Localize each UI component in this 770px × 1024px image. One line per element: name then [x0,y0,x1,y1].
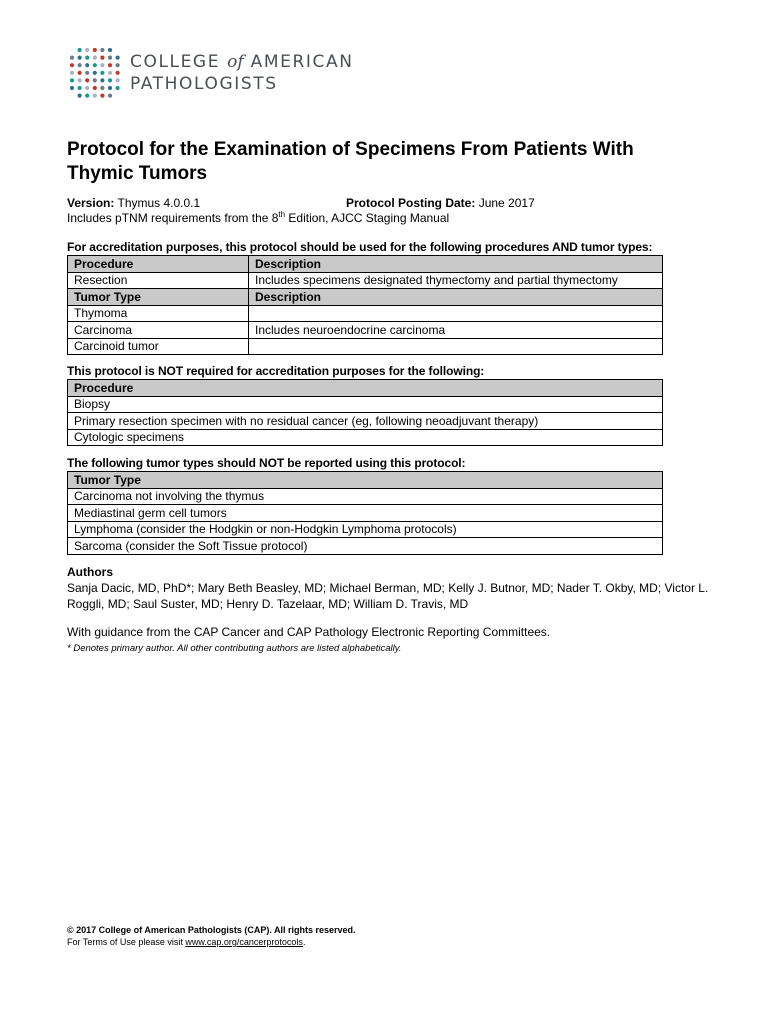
tumor-type-cell: Carcinoma not involving the thymus [68,488,663,505]
cap-logo-dots-icon [66,44,124,102]
logo-dot [70,56,74,60]
logo-dot [78,94,82,98]
logo-american: AMERICAN [250,52,354,72]
terms-prefix: For Terms of Use please visit [67,937,186,947]
accreditation-heading: For accreditation purposes, this protocol should be used for the following procedures AND tumor types: [67,240,653,254]
table-row [68,429,663,446]
logo-dot [100,86,104,90]
accreditation-table [67,255,663,355]
tumor-row [68,322,663,339]
authors-label: Authors [67,565,113,579]
table-row [68,521,663,538]
logo-college: COLLEGE [130,52,221,72]
logo-dot [93,48,97,52]
logo-dot [85,71,89,75]
logo-dot [108,86,112,90]
procedure-header-cell: Procedure [68,256,249,273]
logo-dot [78,86,82,90]
terms-link[interactable]: www.cap.org/cancerprotocols [185,937,303,947]
not-required-table [67,379,663,446]
logo-dot [85,86,89,90]
procedure-header-row [68,256,663,273]
logo-dot [116,63,120,67]
tumor-row [68,305,663,322]
authors-list: Sanja Dacic, MD, PhD*; Mary Beth Beasley, MD; Michael Berman, MD; Kelly J. Butnor, MD; Nader T. Okby, MD; Victor L. Roggli, MD; Saul Suster, MD; Henry D. Tazelaar, MD; William D. Travis, MD [67,581,709,611]
procedure-cell: Primary resection specimen with no residual cancer (eg, following neoadjuvant therapy) [68,413,663,430]
logo-dot [93,63,97,67]
description-cell [249,338,663,355]
logo-dot [116,56,120,60]
not-reported-heading: The following tumor types should NOT be reported using this protocol: [67,456,466,470]
logo-dot [85,63,89,67]
logo-dot [93,94,97,98]
includes-text-after: Edition, AJCC Staging Manual [285,211,450,225]
description-cell [249,305,663,322]
copyright: © 2017 College of American Pathologists (CAP). All rights reserved. [67,925,356,935]
logo-dot [116,71,120,75]
description-header-cell: Description [249,256,663,273]
table-row [68,505,663,522]
logo-line-2: PATHOLOGISTS [130,74,278,94]
logo-dot [70,63,74,67]
tumor-type-cell: Mediastinal germ cell tumors [68,505,663,522]
procedure-header-row [68,380,663,397]
logo-dot [70,86,74,90]
logo-dot [78,48,82,52]
logo-dot [93,86,97,90]
includes-text: Includes pTNM requirements from the 8 [67,211,279,225]
logo-dot [78,71,82,75]
authors-block [67,564,717,612]
posting-label: Protocol Posting Date: [346,196,476,210]
logo-dot [108,94,112,98]
description-cell: Includes specimens designated thymectomy and partial thymectomy [249,272,663,289]
logo-dot [116,78,120,82]
table-row [68,396,663,413]
logo-dot [100,48,104,52]
procedure-cell: Cytologic specimens [68,429,663,446]
logo-dot [100,78,104,82]
includes-row [67,211,449,226]
protocol-meta [67,196,535,226]
table-row [68,488,663,505]
logo-dot [100,71,104,75]
logo-dot [85,56,89,60]
page-title: Protocol for the Examination of Specimens From Patients With Thymic Tumors [67,139,634,184]
logo-dot [85,94,89,98]
logo-dot [85,48,89,52]
not-reported-table [67,471,663,555]
logo-dot [70,71,74,75]
posting-value: June 2017 [478,196,535,210]
procedure-cell: Biopsy [68,396,663,413]
logo-dot [85,78,89,82]
logo-dot [100,56,104,60]
tumor-type-cell: Carcinoid tumor [68,338,249,355]
logo-dot [93,56,97,60]
logo-dot [100,94,104,98]
version-value: Thymus 4.0.0.1 [117,196,201,210]
includes-sup: th [278,210,286,219]
version-row [67,196,535,211]
tumor-type-cell: Carcinoma [68,322,249,339]
logo-dot [70,78,74,82]
logo-dot [108,48,112,52]
guidance-text: With guidance from the CAP Cancer and CAP Pathology Electronic Reporting Committees. [67,625,551,639]
tumor-type-header-cell: Tumor Type [68,472,663,489]
description-cell: Includes neuroendocrine carcinoma [249,322,663,339]
logo-dot [100,63,104,67]
primary-author-note: * Denotes primary author. All other contributing authors are listed alphabetically. [67,643,402,654]
logo-dot [93,78,97,82]
logo-dot [108,71,112,75]
logo-dot [108,63,112,67]
logo-dot [116,86,120,90]
table-row [68,413,663,430]
logo-dot [78,56,82,60]
logo-of: of [227,52,244,72]
tumor-type-cell: Thymoma [68,305,249,322]
table-row [68,538,663,555]
procedure-row [68,272,663,289]
posting-date [346,196,535,211]
tumor-row [68,338,663,355]
procedure-header-cell: Procedure [68,380,663,397]
tumor-header-row [68,289,663,306]
logo-dot [78,63,82,67]
logo-dot [108,56,112,60]
logo-line-1 [130,52,354,72]
tumor-type-cell: Sarcoma (consider the Soft Tissue protocol) [68,538,663,555]
terms-line [67,936,356,948]
not-required-heading: This protocol is NOT required for accreditation purposes for the following: [67,364,485,378]
logo-dot [93,71,97,75]
description-header-cell: Description [249,289,663,306]
logo-dot [108,78,112,82]
procedure-cell: Resection [68,272,249,289]
terms-suffix: . [302,937,306,947]
version-label: Version: [67,196,115,210]
tumor-type-cell: Lymphoma (consider the Hodgkin or non-Hodgkin Lymphoma protocols) [68,521,663,538]
tumor-header-row [68,472,663,489]
logo-dot [78,78,82,82]
tumor-type-header-cell: Tumor Type [68,289,249,306]
footer [67,924,356,948]
